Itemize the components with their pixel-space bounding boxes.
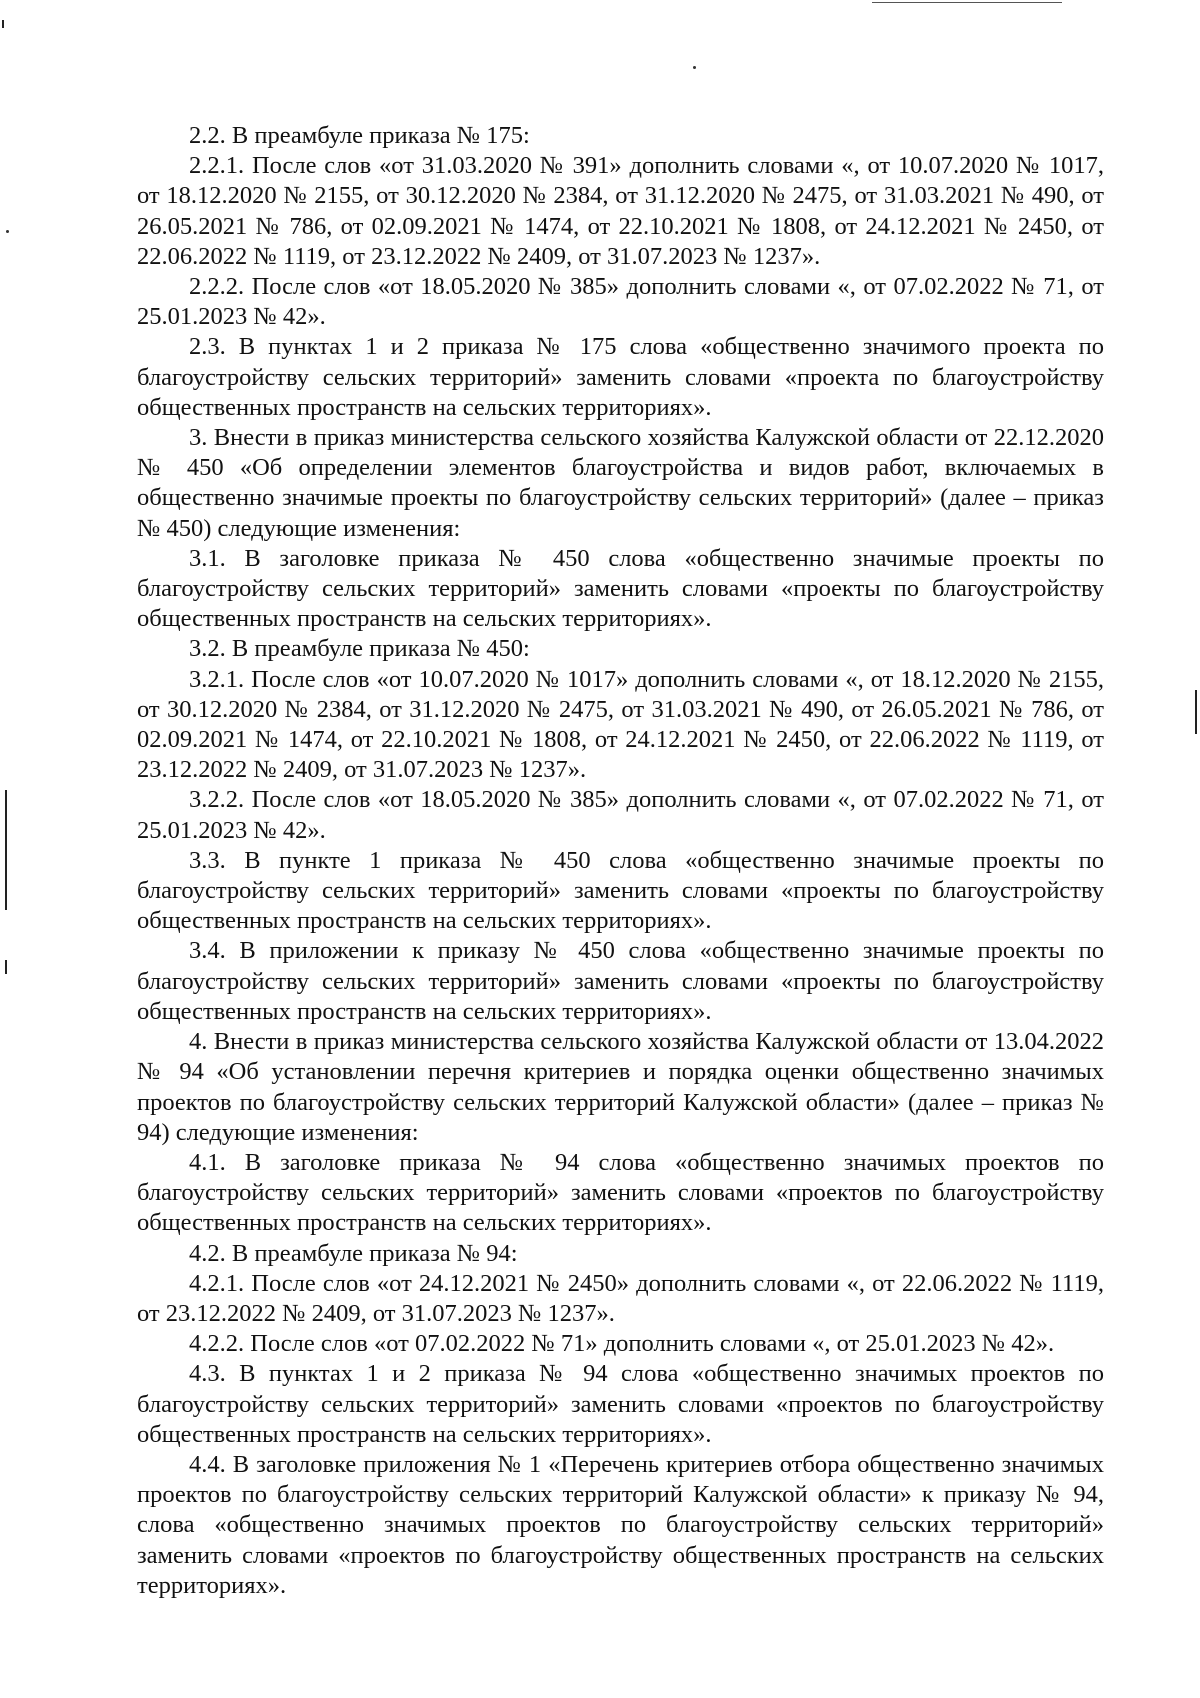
paragraph: 4.2.1. После слов «от 24.12.2021 № 2450» дополнить словами «, от 22.06.2022 № 1119, от 23.12.2022 № 2409, от 31.07.2023 № 1237». — [137, 1269, 1104, 1327]
scan-artifact-dot — [693, 66, 696, 69]
paragraph: 3.2.2. После слов «от 18.05.2020 № 385» дополнить словами «, от 07.02.2022 № 71, от 25.01.2023 № 42». — [137, 786, 1104, 844]
paragraph: 3.2.1. После слов «от 10.07.2020 № 1017» дополнить словами «, от 18.12.2020 № 2155, от 30.12.2020 № 2384, от 31.12.2020 № 2475, от 31.03.2021 № 490, от 26.05.2021 № 786, от 02.09.2021 № 1474, от 22.10.2021 № 1808, от 24.12.2021 № 2450, от 22.06.2022 № 1119, от 23.12.2022 № 2409, от 31.07.2023 № 1237». — [137, 665, 1104, 784]
document-body — [137, 121, 1104, 1601]
paragraph: 3. Внести в приказ министерства сельского хозяйства Калужской области от 22.12.2020 № 450 «Об определении элементов благоустройства и видов работ, включаемых в общественно значимые проекты по благоустройству сельских территорий» (далее – приказ № 450) следующие изменения: — [137, 424, 1104, 542]
paragraph: 4.2.2. После слов «от 07.02.2022 № 71» дополнить словами «, от 25.01.2023 № 42». — [189, 1330, 1055, 1358]
scan-artifact-mark — [5, 790, 7, 910]
scan-artifact-line — [872, 2, 1062, 3]
paragraph: 2.2. В преамбуле приказа № 175: — [189, 122, 530, 149]
paragraph: 4.4. В заголовке приложения № 1 «Перечень критериев отбора общественно значимых проектов по благоустройству сельских территорий Калужской области» к приказу № 94, слова «общественно значимых проектов по благоустройству сельских территорий» заменить словами «проектов по благоустройству общественных пространств на сельских территориях». — [137, 1450, 1104, 1599]
paragraph: 4.1. В заголовке приказа № 94 слова «общественно значимых проектов по благоустройству сельских территорий» заменить словами «проектов по благоустройству общественных пространств на сельских территориях». — [137, 1148, 1104, 1237]
paragraph: 2.2.1. После слов «от 31.03.2020 № 391» дополнить словами «, от 10.07.2020 № 1017, от 18.12.2020 № 2155, от 30.12.2020 № 2384, от 31.12.2020 № 2475, от 31.03.2021 № 490, от 26.05.2021 № 786, от 02.09.2021 № 1474, от 22.10.2021 № 1808, от 24.12.2021 № 2450, от 22.06.2022 № 1119, от 23.12.2022 № 2409, от 31.07.2023 № 1237». — [137, 152, 1104, 270]
scan-artifact-mark — [5, 960, 7, 974]
scan-artifact-mark — [2, 20, 4, 28]
paragraph: 2.3. В пунктах 1 и 2 приказа № 175 слова «общественно значимого проекта по благоустройству сельских территорий» заменить словами «проекта по благоустройству общественных пространств на сельских территориях». — [137, 333, 1104, 421]
scan-artifact-mark — [1195, 690, 1197, 734]
paragraph: 3.4. В приложении к приказу № 450 слова «общественно значимые проекты по благоустройству сельских территорий» заменить словами «проекты по благоустройству общественных пространств на сельских территориях». — [137, 937, 1104, 1025]
paragraph: 4.2. В преамбуле приказа № 94: — [189, 1239, 518, 1267]
paragraph: 4. Внести в приказ министерства сельского хозяйства Калужской области от 13.04.2022 № 94 «Об установлении перечня критериев и порядка оценки общественно значимых проектов по благоустройству сельских территорий Калужской области» (далее – приказ № 94) следующие изменения: — [137, 1028, 1104, 1146]
paragraph: 3.2. В преамбуле приказа № 450: — [189, 635, 530, 663]
paragraph: 3.3. В пункте 1 приказа № 450 слова «общественно значимые проекты по благоустройству сельских территорий» заменить словами «проекты по благоустройству общественных пространств на сельских территориях». — [137, 846, 1104, 935]
paragraph: 2.2.2. После слов «от 18.05.2020 № 385» дополнить словами «, от 07.02.2022 № 71, от 25.01.2023 № 42». — [137, 273, 1104, 331]
paragraph: 4.3. В пунктах 1 и 2 приказа № 94 слова «общественно значимых проектов по благоустройству сельских территорий» заменить словами «проектов по благоустройству общественных пространств на сельских территориях». — [137, 1360, 1104, 1448]
scan-artifact-dot — [6, 230, 9, 233]
paragraph: 3.1. В заголовке приказа № 450 слова «общественно значимые проекты по благоустройству сельских территорий» заменить словами «проекты по благоустройству общественных пространств на сельских территориях». — [137, 544, 1104, 633]
